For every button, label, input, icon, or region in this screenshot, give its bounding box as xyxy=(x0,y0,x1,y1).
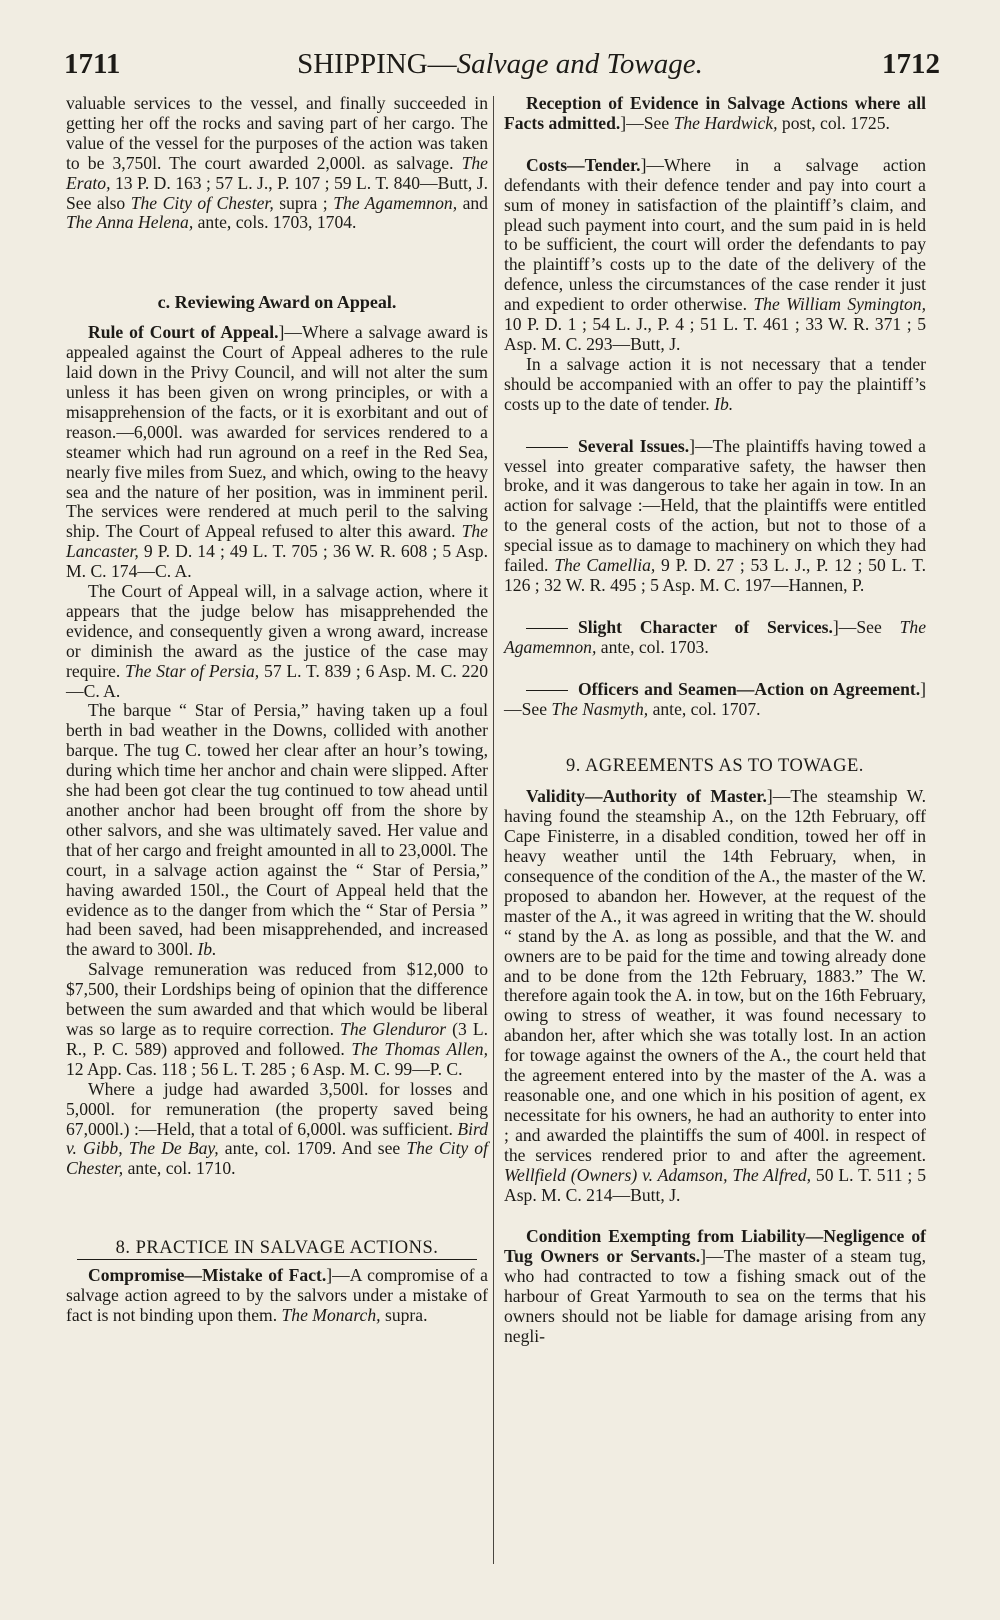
left-column-number: 1711 xyxy=(64,48,121,80)
paragraph-judge-awarded: Where a judge had awarded 3,500l. for losses and 5,000l. for remuneration (the property saved being 67,000l.) :—Held, that a total of 6,000l. was sufficient. Bird v. Gibb, The De Bay, ante, col. 1709. And see The City of Chester, ante, col. 1710. xyxy=(66,1078,488,1179)
paragraph-slight-character: Slight Character of Services.]—See The Agamemnon, ante, col. 1703. xyxy=(504,616,926,657)
section-heading-practice: 8. PRACTICE IN SALVAGE ACTIONS. xyxy=(115,1238,439,1259)
paragraph-compromise: Compromise—Mistake of Fact.]—A compromise of a salvage action agreed to by the salvors under a mistake of fact is not binding upon them. The Monarch, supra. xyxy=(66,1265,488,1325)
paragraph-barque: The barque “ Star of Persia,” having taken up a foul berth in bad weather in the Downs, collided with another barque. The tug C. towed her clear after an hour’s towing, during which time her anchor and chain were slipped. After she had been got clear the tug continued to tow ahead until another anchor had been brought off from the shore by other salvors, and she was ultimately saved. Her value and that of her cargo and freight amounted in all to 23,000l. The court, in a salvage action against the “ Star of Persia,” having awarded 150l., the Court of Appeal held that the evidence as to the danger from which the “ Star of Persia ” had been saved, had been misapprehended, and increased the award to 300l. Ib. xyxy=(66,700,488,960)
running-title-subject: Salvage and Towage. xyxy=(456,48,703,80)
paragraph-reception-evidence: Reception of Evidence in Salvage Actions where all Facts admitted.]—See The Hardwick, post, col. 1725. xyxy=(504,93,926,133)
paragraph-officers-seamen: Officers and Seamen—Action on Agreement.]—See The Nasmyth, ante, col. 1707. xyxy=(504,678,926,719)
paragraph-several-issues: Several Issues.]—The plaintiffs having towed a vessel into greater comparative safety, the hawser then broke, and it was dangerous to take her again in tow. In an action for salvage :—Held, that the plaintiffs were entitled to the general costs of the action, but not to those of a special issue as to damage to machinery on which they had failed. The Camellia, 9 P. D. 27 ; 53 L. J., P. 12 ; 50 L. T. 126 ; 32 W. R. 495 ; 5 Asp. M. C. 197—Hannen, P. xyxy=(504,435,926,595)
paragraph-erato: valuable services to the vessel, and finally succeeded in getting her off the rocks and saving part of her cargo. The value of the vessel for the purposes of the action was taken to be 3,750l. The court awarded 2,000l. as salvage. The Erato, 13 P. D. 163 ; 57 L. J., P. 107 ; 59 L. T. 840—Butt, J. See also The City of Chester, supra ; The Agamemnon, and The Anna Helena, ante, cols. 1703, 1704. xyxy=(66,93,488,233)
paragraph-costs-tender: Costs—Tender.]—Where in a salvage action defendants with their defence tender and pay into court a sum of money in satisfaction of the plaintiff’s claim, and plead such payment into court, and the sum paid in is held to be sufficient, the court will order the defendants to pay the plaintiff’s costs up to the date of the delivery of the defence, unless the circumstances of the case render it just and expedient to order otherwise. The William Symington, 10 P. D. 1 ; 54 L. J., P. 4 ; 51 L. T. 461 ; 33 W. R. 371 ; 5 Asp. M. C. 293—Butt, J. xyxy=(504,154,926,354)
running-title xyxy=(60,48,940,81)
paragraph-condition-exempting: Condition Exempting from Liability—Negligence of Tug Owners or Servants.]—The master of a steam tug, who had contracted to tow a fishing smack out of the harbour of Great Yarmouth to sea on the terms that his owners should not be liable for damage arising from any negli- xyxy=(504,1226,927,1346)
paragraph-star-of-persia: The Court of Appeal will, in a salvage action, where it appears that the judge below has misapprehended the evidence, and consequently given a wrong award, increase or diminish the award as the justice of the case may require. The Star of Persia, 57 L. T. 839 ; 6 Asp. M. C. 220—C. A. xyxy=(66,581,488,701)
paragraph-validity-authority: Validity—Authority of Master.]—The steamship W. having found the steamship A., on the 12th February, off Cape Finisterre, in a disabled condition, towed her off in heavy weather until the 14th February, when, in consequence of the condition of the A., the master of the W. proposed to abandon her. However, at the request of the master of the A., it was agreed in writing that the W. should “ stand by the A. as long as possible, and that the W. and owners are to be paid for the time and towing already done and to be done from the 12th February, 1883.” The W. therefore again took the A. in tow, but on the 16th February, owing to stress of weather, it was found necessary to abandon her, after which she was totally lost. In an action for towage against the owners of the A., the court held that the agreement entered into by the master of the A. was a reasonable one, and one which in his position of agent, ex necessitate for his owners, he had an authority to enter into ; and awarded the plaintiffs the sum of 400l. in respect of the services rendered prior to and after the agreement. Wellfield (Owners) v. Adamson, The Alfred, 50 L. T. 511 ; 5 Asp. M. C. 214—Butt, J. xyxy=(504,786,926,1205)
running-title-main: SHIPPING— xyxy=(297,48,457,80)
running-header xyxy=(60,48,940,92)
paragraph-tender-offer: In a salvage action it is not necessary that a tender should be accompanied with an offer to pay the plaintiff’s costs up to the date of tender. Ib. xyxy=(504,353,926,414)
paragraph-rule-court-appeal: Rule of Court of Appeal.]—Where a salvage award is appealed against the Court of Appeal adheres to the rule laid down in the Privy Council, and will not alter the sum unless it has been given on wrong principles, or with a misapprehension of the facts, or it is exorbitant and out of reason.—6,000l. was awarded for services rendered to a steamer which had run aground on a reef in the Red Sea, nearly five miles from Suez, and which, owing to the heavy sea and the nature of her position, was in imminent peril. The services were rendered at much peril to the salving ship. The Court of Appeal refused to alter this award. The Lancaster, 9 P. D. 14 ; 49 L. T. 705 ; 36 W. R. 608 ; 5 Asp. M. C. 174—C. A. xyxy=(66,322,488,582)
subheading-reviewing-award: c. Reviewing Award on Appeal. xyxy=(157,292,397,313)
paragraph-salvage-remuneration: Salvage remuneration was reduced from $12,000 to $7,500, their Lordships being of opinion that the difference between the sum awarded and that which would be liberal was so large as to require correction. The Glenduror (3 L. R., P. C. 589) approved and followed. The Thomas Allen, 12 App. Cas. 118 ; 56 L. T. 285 ; 6 Asp. M. C. 99—P. C. xyxy=(66,959,489,1079)
section-heading-towage: 9. AGREEMENTS AS TO TOWAGE. xyxy=(566,756,864,777)
right-column xyxy=(504,94,926,1347)
right-column-number: 1712 xyxy=(882,48,940,80)
left-column xyxy=(66,94,488,1326)
column-divider xyxy=(493,96,494,1564)
